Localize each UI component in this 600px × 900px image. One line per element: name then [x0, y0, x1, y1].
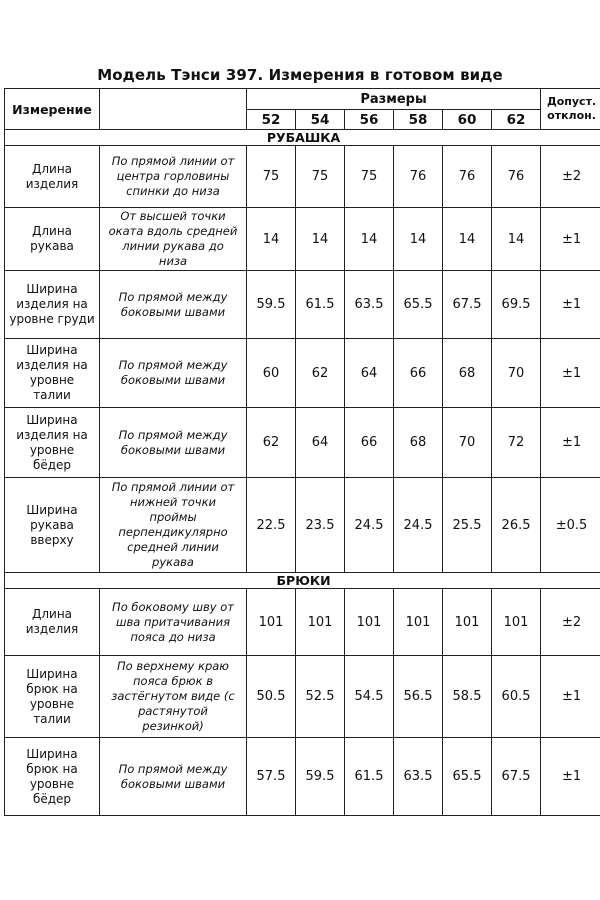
size-value-cell: 66 — [345, 408, 394, 478]
measurement-name-line: уровне — [29, 696, 75, 711]
size-value-cell: 56.5 — [394, 656, 443, 738]
size-value-cell: 14 — [492, 208, 541, 271]
size-value-cell: 101 — [296, 589, 345, 656]
size-value-cell: 76 — [443, 146, 492, 208]
size-value-cell: 60 — [247, 339, 296, 408]
size-header-60: 60 — [443, 110, 492, 130]
size-value-cell: 14 — [443, 208, 492, 271]
measurement-name — [5, 589, 100, 656]
measurement-name-line: Длина — [31, 607, 73, 621]
measurement-name-line: Ширина — [26, 746, 78, 761]
measurement-description — [100, 208, 247, 271]
measurement-name-line: изделия — [25, 622, 79, 636]
measurement-description-line: По прямой между — [118, 358, 228, 372]
measurement-name — [5, 339, 100, 408]
size-value-cell: 75 — [247, 146, 296, 208]
measurement-description-line: пояса брюк в — [133, 674, 213, 688]
size-value-cell: 63.5 — [345, 271, 394, 339]
size-value-cell: 60.5 — [492, 656, 541, 738]
size-value-cell: 70 — [443, 408, 492, 478]
measurement-name-line: уровне — [29, 442, 75, 457]
size-value-cell: 59.5 — [247, 271, 296, 339]
measurement-name-line: талии — [33, 388, 71, 402]
size-header-56: 56 — [345, 110, 394, 130]
size-value-cell: 63.5 — [394, 738, 443, 816]
measurement-description-line: оката вдоль средней — [108, 224, 238, 238]
measurement-description-line: По прямой между — [118, 427, 228, 442]
table-title: Модель Тэнси 397. Измерения в готовом виде — [97, 66, 503, 84]
measurement-description-line: По прямой линии от — [111, 154, 235, 168]
size-value-cell: 64 — [345, 339, 394, 408]
header-tolerance — [541, 89, 600, 130]
measurement-description-line: нижней точки — [129, 495, 217, 509]
measurement-description-line: центра горловины — [116, 169, 230, 183]
measurement-name-line: Длина — [31, 161, 73, 176]
size-value-cell: 65.5 — [394, 271, 443, 339]
measurement-name — [5, 408, 100, 478]
section-title: БРЮКИ — [5, 573, 600, 589]
size-value-cell: 101 — [492, 589, 541, 656]
section-title: РУБАШКА — [5, 130, 600, 146]
measurement-description-line: линии рукава до — [122, 239, 224, 253]
measurement-description-line: растянутой — [138, 704, 208, 718]
measurement-name-line: уровне груди — [9, 312, 95, 326]
measurement-name — [5, 271, 100, 339]
header-tolerance-line: Допуст. — [546, 95, 597, 108]
size-value-cell: 67.5 — [492, 738, 541, 816]
measurement-name-line: изделия — [25, 176, 79, 191]
table-row — [5, 478, 600, 573]
table-row — [5, 738, 600, 816]
size-value-cell: 66 — [394, 339, 443, 408]
table-row — [5, 208, 600, 271]
measurement-description-line: От высшей точки — [120, 209, 226, 223]
size-value-cell: 24.5 — [394, 478, 443, 573]
size-value-cell: 14 — [345, 208, 394, 271]
size-value-cell: 62 — [296, 339, 345, 408]
size-value-cell: 22.5 — [247, 478, 296, 573]
measurement-description-line: низа — [158, 254, 188, 268]
size-value-cell: 50.5 — [247, 656, 296, 738]
tolerance-cell: ±1 — [541, 339, 600, 408]
measurement-name-line: брюк на — [26, 681, 78, 696]
measurement-name-line: уровне — [29, 776, 75, 791]
size-header-52: 52 — [247, 110, 296, 130]
size-value-cell: 101 — [394, 589, 443, 656]
size-value-cell: 59.5 — [296, 738, 345, 816]
table-row — [5, 656, 600, 738]
measurement-description-line: боковыми швами — [120, 373, 226, 387]
measurement-description-line: проймы — [149, 510, 197, 524]
measurement-description-line: боковыми швами — [120, 442, 226, 457]
size-value-cell: 14 — [394, 208, 443, 271]
measurement-description-line: боковыми швами — [120, 776, 226, 791]
tolerance-cell: ±1 — [541, 271, 600, 339]
table-row — [5, 146, 600, 208]
measurement-description-line: рукава — [152, 555, 194, 569]
size-value-cell: 61.5 — [345, 738, 394, 816]
measurement-description-line: По боковому шву от — [112, 599, 234, 614]
size-value-cell: 24.5 — [345, 478, 394, 573]
size-value-cell: 70 — [492, 339, 541, 408]
header-tolerance-line: отклон. — [547, 109, 596, 122]
section-row — [5, 130, 600, 146]
tolerance-cell: ±0.5 — [541, 478, 600, 573]
section-row — [5, 573, 600, 589]
size-header-62: 62 — [492, 110, 541, 130]
measurement-name — [5, 738, 100, 816]
size-value-cell: 101 — [247, 589, 296, 656]
measurement-name-line: Длина — [31, 224, 73, 238]
tolerance-cell: ±1 — [541, 208, 600, 271]
tolerance-cell: ±1 — [541, 656, 600, 738]
size-value-cell: 76 — [492, 146, 541, 208]
measurement-description-line: боковыми швами — [120, 304, 226, 319]
measurement-name-line: бёдер — [32, 791, 72, 806]
tolerance-cell: ±1 — [541, 738, 600, 816]
measurements-table — [4, 88, 600, 816]
tolerance-cell: ±1 — [541, 408, 600, 478]
measurement-description — [100, 589, 247, 656]
size-value-cell: 62 — [247, 408, 296, 478]
header-sizes: Размеры — [247, 89, 541, 110]
size-value-cell: 75 — [345, 146, 394, 208]
measurement-description — [100, 339, 247, 408]
measurement-description-line: застёгнутом виде (с — [111, 689, 235, 703]
tolerance-cell: ±2 — [541, 589, 600, 656]
size-value-cell: 65.5 — [443, 738, 492, 816]
size-value-cell: 101 — [345, 589, 394, 656]
size-value-cell: 68 — [394, 408, 443, 478]
measurement-name-line: изделия на — [16, 297, 88, 311]
measurement-description-line: средней линии — [127, 540, 219, 554]
size-value-cell: 101 — [443, 589, 492, 656]
measurement-name-line: талии — [33, 711, 71, 726]
measurement-description-line: По прямой линии от — [111, 480, 235, 494]
size-value-cell: 58.5 — [443, 656, 492, 738]
measurement-name-line: Ширина — [26, 412, 78, 427]
size-value-cell: 69.5 — [492, 271, 541, 339]
measurement-description-line: спинки до низа — [126, 184, 220, 198]
measurement-description — [100, 656, 247, 738]
header-measurement: Измерение — [5, 89, 100, 130]
measurement-name-line: вверху — [30, 532, 74, 547]
measurement-description — [100, 146, 247, 208]
measurement-name-line: изделия на — [16, 358, 88, 372]
measurement-name-line: Ширина — [26, 282, 78, 296]
measurement-name-line: рукава — [30, 517, 74, 532]
measurement-description-line: По прямой между — [118, 761, 228, 776]
header-description — [100, 89, 247, 130]
size-value-cell: 75 — [296, 146, 345, 208]
measurement-description-line: перпендикулярно — [118, 525, 228, 539]
measurement-description — [100, 408, 247, 478]
measurement-name-line: Ширина — [26, 343, 78, 357]
size-value-cell: 76 — [394, 146, 443, 208]
measurement-description — [100, 738, 247, 816]
size-value-cell: 64 — [296, 408, 345, 478]
size-value-cell: 68 — [443, 339, 492, 408]
size-value-cell: 72 — [492, 408, 541, 478]
tolerance-cell: ±2 — [541, 146, 600, 208]
size-value-cell: 52.5 — [296, 656, 345, 738]
size-value-cell: 61.5 — [296, 271, 345, 339]
size-value-cell: 14 — [247, 208, 296, 271]
table-row — [5, 339, 600, 408]
size-header-58: 58 — [394, 110, 443, 130]
measurement-name-line: Ширина — [26, 502, 78, 517]
table-row — [5, 408, 600, 478]
measurement-name-line: рукава — [30, 239, 74, 253]
measurement-description-line: шва притачивания — [115, 614, 231, 629]
measurement-name-line: уровне — [29, 373, 75, 387]
size-value-cell: 54.5 — [345, 656, 394, 738]
measurement-name — [5, 478, 100, 573]
measurement-name-line: брюк на — [26, 761, 78, 776]
table-row — [5, 589, 600, 656]
size-value-cell: 14 — [296, 208, 345, 271]
table-row — [5, 271, 600, 339]
measurement-description-line: По верхнему краю — [116, 659, 229, 673]
measurement-name — [5, 146, 100, 208]
size-value-cell: 25.5 — [443, 478, 492, 573]
measurement-name-line: бёдер — [32, 457, 72, 472]
size-value-cell: 67.5 — [443, 271, 492, 339]
measurement-name-line: изделия на — [16, 427, 88, 442]
measurement-name-line: Ширина — [26, 666, 78, 681]
measurement-description — [100, 271, 247, 339]
size-value-cell: 57.5 — [247, 738, 296, 816]
measurement-name — [5, 208, 100, 271]
size-header-54: 54 — [296, 110, 345, 130]
measurement-description — [100, 478, 247, 573]
measurement-description-line: По прямой между — [118, 289, 228, 304]
measurement-name — [5, 656, 100, 738]
size-value-cell: 23.5 — [296, 478, 345, 573]
size-value-cell: 26.5 — [492, 478, 541, 573]
measurement-description-line: пояса до низа — [130, 629, 216, 644]
measurement-description-line: резинкой) — [142, 719, 204, 733]
